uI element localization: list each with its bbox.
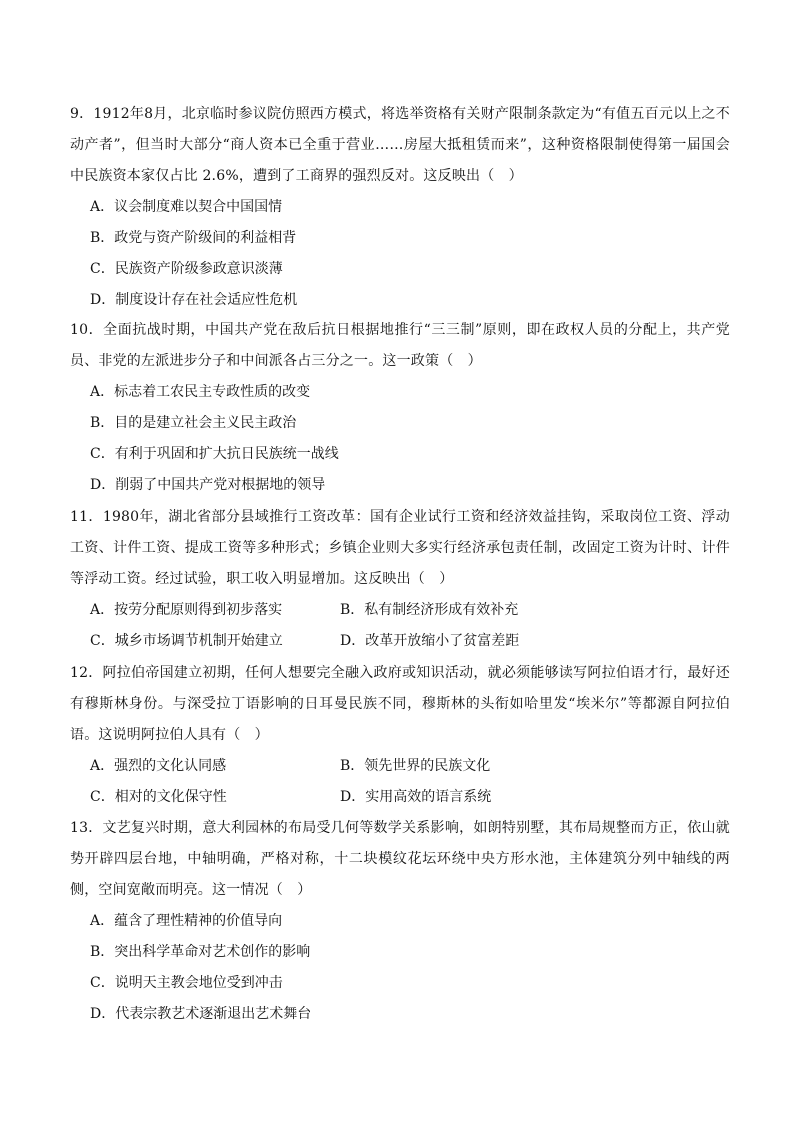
question-stem: 12．阿拉伯帝国建立初期，任何人想要完全融入政府或知识活动，就必须能够读写阿拉伯语才行，最好还有穆斯林身份。与深受拉丁语影响的日耳曼民族不同，穆斯林的头衔如哈里发“埃米尔”等都源自阿拉伯语。这说明阿拉伯人具有（ ） [70,665,730,743]
option-d: D．改革开放缩小了贫富差距 [340,633,520,649]
option-d: D．代表宗教艺术逐渐退出艺术舞台 [90,1006,312,1022]
question-9 [70,99,730,316]
question-11 [70,502,730,657]
option-c: C．有利于巩固和扩大抗日民族统一战线 [90,446,339,462]
option-row [70,626,730,657]
option-b: B．目的是建立社会主义民主政治 [90,415,297,431]
option-a: A．按劳分配原则得到初步落实 [90,602,283,618]
option-d: D．制度设计存在社会适应性危机 [90,292,298,308]
question-stem: 13．文艺复兴时期，意大利园林的布局受几何等数学关系影响，如朗特别墅，其布局规整而方正，依山就势开辟四层台地，中轴明确，严格对称，十二块模纹花坛环绕中央方形水池，主体建筑分列中轴线的两侧，空间宽敞而明亮。这一情况（ ） [70,820,730,898]
option-a: A．强烈的文化认同感 [90,758,227,774]
option-c: C．说明天主教会地位受到冲击 [90,975,283,991]
option-c: C．相对的文化保守性 [90,789,227,805]
option-a: A．议会制度难以契合中国国情 [90,199,283,215]
option-d: D．削弱了中国共产党对根据地的领导 [90,477,326,493]
question-stem: 10．全面抗战时期，中国共产党在敌后抗日根据地推行“三三制”原则，即在政权人员的分配上，共产党员、非党的左派进步分子和中间派各占三分之一。这一政策（ ） [70,322,730,369]
option-b: B．突出科学革命对艺术创作的影响 [90,944,311,960]
option-b: B．领先世界的民族文化 [340,758,491,774]
option-a: A．标志着工农民主专政性质的改变 [90,384,311,400]
option-row [70,595,730,626]
option-c: C．城乡市场调节机制开始建立 [90,633,283,649]
question-10 [70,315,730,501]
question-12 [70,658,730,813]
option-a: A．蕴含了理性精神的价值导向 [90,913,283,929]
question-stem: 11．1980年，湖北省部分县域推行工资改革：国有企业试行工资和经济效益挂钩，采取岗位工资、浮动工资、计件工资、提成工资等多种形式；乡镇企业则大多实行经济承包责任制，改固定工资为计时、计件等浮动工资。经过试验，职工收入明显增加。这反映出（ ） [70,509,730,587]
option-row [70,751,730,782]
option-d: D．实用高效的语言系统 [340,789,492,805]
option-b: B．私有制经济形成有效补充 [340,602,519,618]
question-stem: 9．1912年8月，北京临时参议院仿照西方模式，将选举资格有关财产限制条款定为“有值五百元以上之不动产者”，但当时大部分“商人资本已全重于营业……房屋大抵租赁而来”，这种资格限制使得第一届国会中民族资本家仅占比 2.6%，遭到了工商界的强烈反对。这反映出（ ） [70,106,730,184]
option-row [70,782,730,813]
option-c: C．民族资产阶级参政意识淡薄 [90,261,283,277]
question-13 [70,813,730,1030]
option-b: B．政党与资产阶级间的利益相背 [90,230,297,246]
